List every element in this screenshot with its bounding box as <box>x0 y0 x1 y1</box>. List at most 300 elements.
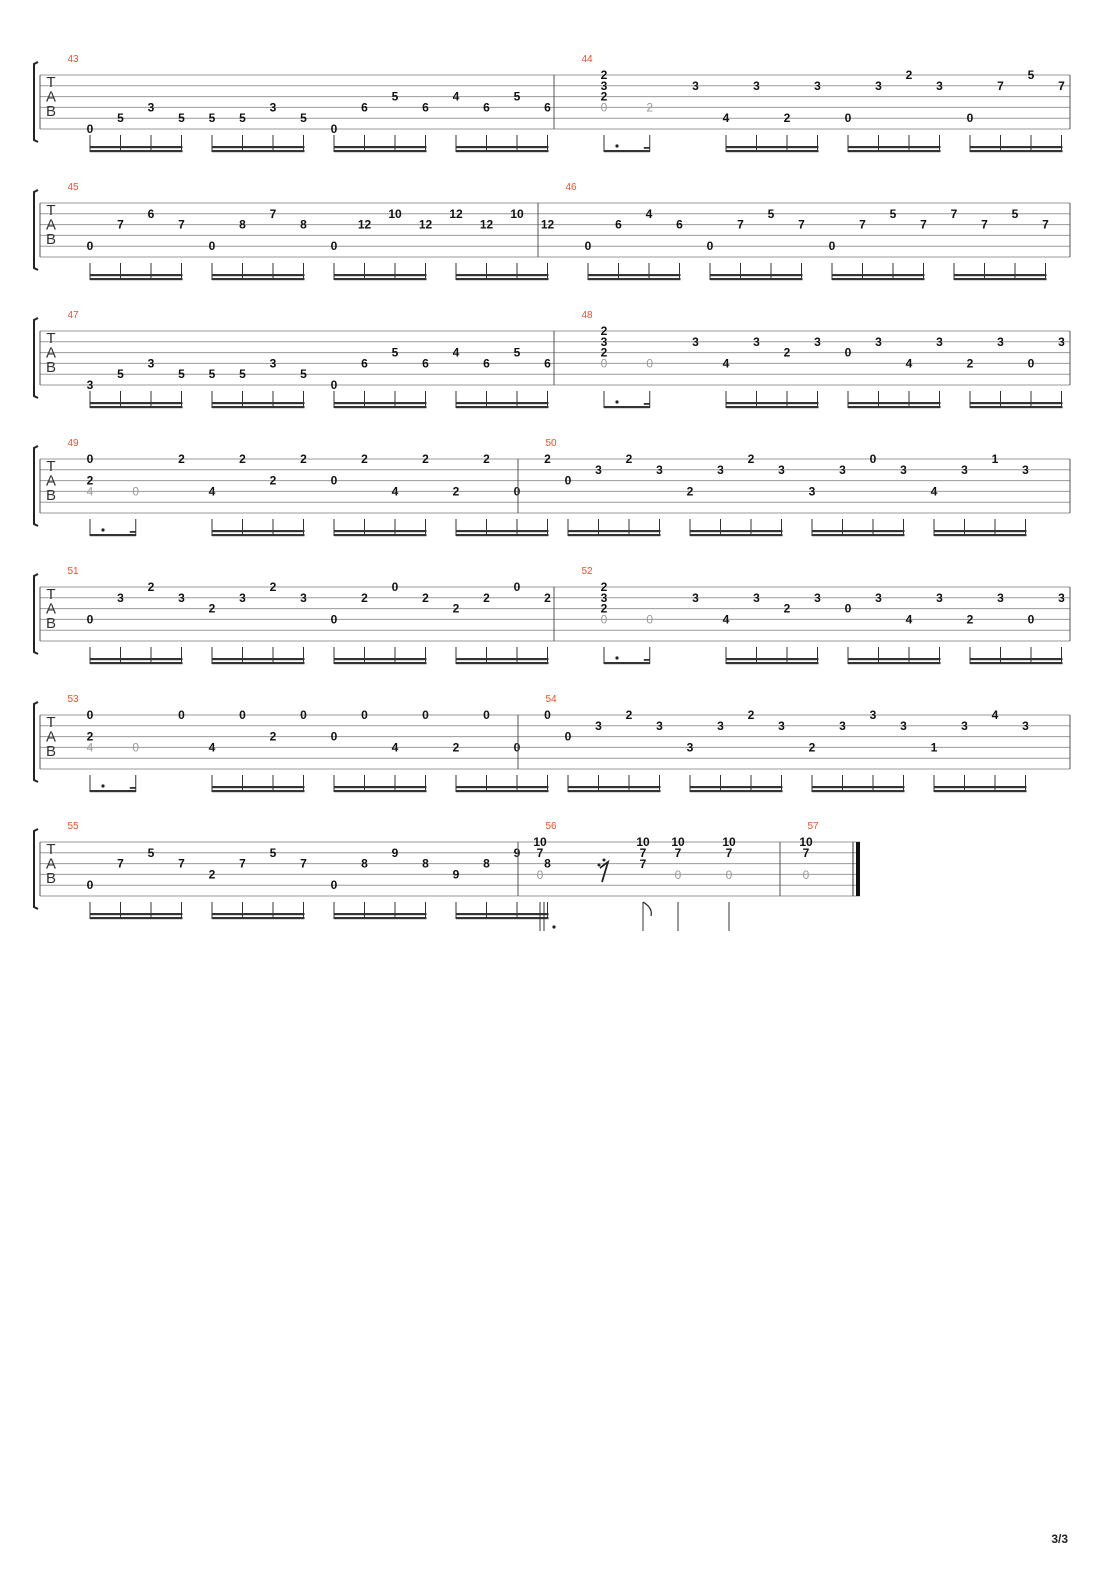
fret-number: 5 <box>117 367 124 382</box>
fret-number: 2 <box>600 89 608 104</box>
fret-number: 0 <box>330 473 338 488</box>
fret-number: 12 <box>357 217 372 232</box>
dot <box>615 144 618 147</box>
beam <box>334 406 427 408</box>
tab-letter-t: T <box>46 458 56 475</box>
beam <box>334 658 427 660</box>
fret-number: 2 <box>808 740 816 755</box>
fret-number: 0 <box>844 345 852 360</box>
fret-number: 3 <box>1058 334 1065 349</box>
beam <box>212 790 305 792</box>
fret-number: 2 <box>625 452 633 466</box>
fret-number: 10 <box>722 835 736 849</box>
fret-number: 6 <box>544 356 551 371</box>
fret-number: 3 <box>717 718 724 733</box>
fret-number: 9 <box>391 845 399 860</box>
fret-number: 3 <box>117 590 124 605</box>
beam <box>90 150 183 152</box>
fret-number: 5 <box>391 89 399 104</box>
fret-number: 7 <box>920 217 927 232</box>
fret-number: 3 <box>753 78 760 93</box>
beam <box>726 658 819 660</box>
fret-number: 3 <box>936 590 943 605</box>
fret-number: 3 <box>997 590 1004 605</box>
dot <box>615 400 618 403</box>
beam <box>456 402 549 404</box>
fret-number: 0 <box>422 708 429 722</box>
tab-letter-b: B <box>45 487 57 504</box>
beam <box>812 534 905 536</box>
beam <box>456 658 549 660</box>
beam <box>812 786 905 788</box>
fret-number: 5 <box>208 111 216 126</box>
system-bracket <box>34 446 38 526</box>
beam <box>334 790 427 792</box>
fret-number: 7 <box>950 206 958 221</box>
fret-number: 3 <box>1022 462 1029 477</box>
tab-letter-b: B <box>45 103 57 120</box>
beam <box>456 406 549 408</box>
fret-number: 3 <box>961 462 968 477</box>
fret-number: 2 <box>783 345 791 360</box>
fret-number: 3 <box>778 462 785 477</box>
fret-number: 3 <box>300 590 307 605</box>
beam <box>588 274 681 276</box>
fret-number-tied: 0 <box>725 868 733 882</box>
measure-number-48: 48 <box>581 310 593 321</box>
beam <box>604 406 650 408</box>
beam <box>812 530 905 532</box>
fret-number: 7 <box>639 857 647 871</box>
fret-number: 8 <box>300 217 307 232</box>
fret-number-tied: 0 <box>600 100 608 115</box>
beam <box>212 406 305 408</box>
fret-number: 0 <box>828 239 836 254</box>
fret-number: 0 <box>706 239 714 254</box>
fret-number: 7 <box>300 856 307 871</box>
beam <box>334 786 427 788</box>
fret-number: 3 <box>86 378 94 392</box>
fret-number: 4 <box>391 740 399 755</box>
page-number: 3/3 <box>1051 1532 1068 1546</box>
fret-number: 3 <box>900 718 907 733</box>
fret-number: 7 <box>859 217 866 232</box>
beam <box>334 530 427 532</box>
fret-number: 0 <box>869 452 877 466</box>
fret-number: 0 <box>330 122 338 136</box>
system-bracket <box>34 702 38 782</box>
beam <box>812 790 905 792</box>
fret-number: 4 <box>452 89 460 104</box>
fret-number: 0 <box>844 601 852 616</box>
beam <box>90 274 183 276</box>
fret-number: 7 <box>981 217 988 232</box>
beam <box>456 662 549 664</box>
beam <box>90 406 183 408</box>
beam-partial <box>644 659 650 661</box>
measure-number-53: 53 <box>67 694 79 705</box>
fret-number: 2 <box>483 590 490 605</box>
beam <box>334 913 427 915</box>
measure-number-51: 51 <box>67 566 79 577</box>
beam <box>334 662 427 664</box>
beam <box>90 917 183 919</box>
beam <box>568 790 661 792</box>
tab-letter-b: B <box>45 870 57 887</box>
fret-number: 3 <box>936 334 943 349</box>
fret-number-tied: 0 <box>132 484 140 499</box>
fret-number: 8 <box>422 856 429 871</box>
measure-number-43: 43 <box>67 54 79 65</box>
fret-number: 0 <box>330 239 338 254</box>
fret-number: 0 <box>544 708 551 722</box>
fret-number: 3 <box>875 78 882 93</box>
fret-number: 0 <box>513 580 521 594</box>
fret-number: 5 <box>300 367 307 382</box>
beam <box>588 278 681 280</box>
measure-number-45: 45 <box>67 182 79 193</box>
fret-number: 3 <box>875 334 882 349</box>
fret-number: 10 <box>388 206 402 221</box>
measure-number-56: 56 <box>545 821 557 832</box>
fret-number: 6 <box>147 206 155 221</box>
measure-number-44: 44 <box>581 54 593 65</box>
tab-letter-t: T <box>46 202 56 219</box>
fret-number: 8 <box>239 217 246 232</box>
fret-number: 2 <box>544 452 551 466</box>
fret-number-tied: 0 <box>646 356 654 371</box>
fret-number-tied: 2 <box>646 100 654 115</box>
beam <box>212 786 305 788</box>
staff-system <box>34 182 1070 280</box>
staff-system <box>34 54 1070 152</box>
fret-number: 7 <box>639 846 647 860</box>
fret-number: 2 <box>600 324 608 338</box>
beam <box>568 534 661 536</box>
fret-number: 5 <box>1027 68 1035 82</box>
beam <box>934 530 1027 532</box>
fret-number: 0 <box>513 484 521 499</box>
fret-number-tied: 0 <box>674 868 682 882</box>
fret-number: 2 <box>361 590 368 605</box>
fret-number: 0 <box>86 708 94 722</box>
fret-number: 3 <box>656 462 663 477</box>
system-bracket <box>34 574 38 654</box>
fret-number: 2 <box>208 867 216 882</box>
tab-letter-a: A <box>45 855 57 873</box>
beam <box>690 534 783 536</box>
beam <box>212 662 305 664</box>
beam <box>970 150 1063 152</box>
beam <box>90 658 183 660</box>
fret-number: 7 <box>269 206 277 221</box>
fret-number: 3 <box>595 462 602 477</box>
beam <box>456 146 549 148</box>
beam <box>456 278 549 280</box>
system-bracket <box>34 62 38 142</box>
beam <box>334 150 427 152</box>
dot <box>552 925 555 928</box>
fret-number: 6 <box>483 100 490 115</box>
fret-number: 2 <box>686 484 694 499</box>
fret-number: 5 <box>1011 206 1019 221</box>
beam <box>848 658 941 660</box>
beam <box>848 662 941 664</box>
beam <box>456 790 549 792</box>
fret-number: 2 <box>747 452 755 466</box>
fret-number: 7 <box>737 217 744 232</box>
beam <box>212 274 305 276</box>
fret-number-tied: 0 <box>132 740 140 755</box>
beam <box>832 274 925 276</box>
note-flag-icon <box>643 902 651 916</box>
beam <box>212 534 305 536</box>
fret-number-tied: 0 <box>646 612 654 627</box>
fret-number: 10 <box>671 835 685 849</box>
fret-number: 3 <box>269 100 277 115</box>
fret-number: 0 <box>391 580 399 594</box>
fret-number: 7 <box>997 78 1004 93</box>
fret-number: 3 <box>753 334 760 349</box>
fret-number: 6 <box>422 100 429 115</box>
dot <box>615 656 618 659</box>
fret-number: 0 <box>86 612 94 627</box>
fret-number: 3 <box>814 334 821 349</box>
beam <box>456 917 549 919</box>
beam <box>334 402 427 404</box>
fret-number: 0 <box>330 729 338 744</box>
fret-number: 2 <box>422 452 429 466</box>
fret-number: 2 <box>966 356 974 371</box>
fret-number: 0 <box>564 729 572 744</box>
fret-number: 3 <box>936 78 943 93</box>
fret-number: 7 <box>798 217 805 232</box>
tab-letter-b: B <box>45 743 57 760</box>
tab-letter-t: T <box>46 74 56 91</box>
tab-letter-t: T <box>46 714 56 731</box>
system-bracket <box>34 318 38 398</box>
fret-number: 3 <box>686 740 694 755</box>
beam <box>848 150 941 152</box>
beam <box>954 274 1047 276</box>
fret-number: 2 <box>600 580 608 594</box>
beam <box>710 278 803 280</box>
fret-number: 2 <box>747 708 755 722</box>
beam <box>970 658 1063 660</box>
fret-number: 4 <box>645 206 653 221</box>
fret-number: 4 <box>208 740 216 755</box>
fret-number-tied: 0 <box>802 868 810 882</box>
fret-number: 6 <box>676 217 683 232</box>
fret-number: 3 <box>692 78 699 93</box>
fret-number: 0 <box>86 452 94 466</box>
fret-number: 12 <box>418 217 433 232</box>
fret-number: 2 <box>600 345 608 360</box>
beam <box>334 274 427 276</box>
beam <box>334 917 427 919</box>
beam <box>334 534 427 536</box>
tab-letter-a: A <box>45 88 57 106</box>
fret-number: 2 <box>600 601 608 616</box>
staff-system <box>34 438 1070 536</box>
fret-number: 8 <box>483 856 490 871</box>
fret-number: 7 <box>117 217 124 232</box>
fret-number: 2 <box>544 590 551 605</box>
final-barline-thick <box>856 842 860 896</box>
fret-number: 3 <box>692 590 699 605</box>
fret-number: 4 <box>905 612 913 627</box>
beam <box>934 790 1027 792</box>
measure-number-49: 49 <box>67 438 79 449</box>
fret-number: 12 <box>540 217 555 232</box>
fret-number: 4 <box>722 612 730 627</box>
fret-number: 3 <box>753 590 760 605</box>
beam <box>212 530 305 532</box>
beam <box>212 146 305 148</box>
fret-number: 5 <box>513 89 521 104</box>
fret-number: 3 <box>595 718 602 733</box>
fret-number: 8 <box>361 856 368 871</box>
fret-number: 0 <box>844 111 852 126</box>
fret-number: 2 <box>600 68 608 82</box>
beam <box>710 274 803 276</box>
beam <box>212 913 305 915</box>
fret-number: 0 <box>178 708 185 722</box>
fret-number: 3 <box>997 334 1004 349</box>
beam <box>970 662 1063 664</box>
fret-number: 6 <box>361 356 368 371</box>
fret-number: 3 <box>717 462 724 477</box>
fret-number-tied: 0 <box>600 356 608 371</box>
fret-number: 7 <box>674 846 682 860</box>
fret-number: 2 <box>783 601 791 616</box>
fret-number: 5 <box>117 111 124 126</box>
fret-number: 8 <box>544 856 551 871</box>
fret-number: 3 <box>1058 590 1065 605</box>
fret-number: 0 <box>966 111 974 126</box>
fret-number: 7 <box>178 856 185 871</box>
fret-number-tied: 0 <box>536 868 544 882</box>
measure-number-54: 54 <box>545 694 557 705</box>
fret-number: 2 <box>452 740 460 755</box>
fret-number: 0 <box>483 708 490 722</box>
beam <box>212 150 305 152</box>
fret-number: 9 <box>452 867 460 882</box>
beam <box>954 278 1047 280</box>
fret-number: 5 <box>269 845 277 860</box>
beam <box>90 913 183 915</box>
fret-number: 0 <box>1027 356 1035 371</box>
fret-number: 7 <box>117 856 124 871</box>
fret-number: 2 <box>269 473 277 488</box>
measure-number-57: 57 <box>807 821 819 832</box>
beam <box>456 274 549 276</box>
tab-letter-a: A <box>45 344 57 362</box>
fret-number: 5 <box>889 206 897 221</box>
beam <box>456 534 549 536</box>
fret-number: 4 <box>391 484 399 499</box>
tab-letter-a: A <box>45 728 57 746</box>
fret-number: 5 <box>147 845 155 860</box>
fret-number: 5 <box>300 111 307 126</box>
fret-number: 5 <box>767 206 775 221</box>
beam <box>212 658 305 660</box>
fret-number: 3 <box>147 100 155 115</box>
fret-number: 2 <box>483 452 490 466</box>
beam <box>90 146 183 148</box>
system-bracket <box>34 190 38 270</box>
dot <box>101 784 104 787</box>
fret-number: 6 <box>361 100 368 115</box>
beam <box>690 786 783 788</box>
fret-number: 3 <box>900 462 907 477</box>
measure-number-47: 47 <box>67 310 79 321</box>
fret-number: 5 <box>513 345 521 360</box>
tab-letter-a: A <box>45 472 57 490</box>
tab-letter-t: T <box>46 841 56 858</box>
fret-number: 3 <box>239 590 246 605</box>
tab-letter-t: T <box>46 330 56 347</box>
fret-number: 0 <box>330 878 338 893</box>
fret-number: 4 <box>905 356 913 371</box>
fret-number: 7 <box>178 217 185 232</box>
fret-number: 0 <box>1027 612 1035 627</box>
fret-number: 0 <box>564 473 572 488</box>
fret-number: 3 <box>656 718 663 733</box>
beam <box>568 786 661 788</box>
beam <box>690 790 783 792</box>
beam <box>90 662 183 664</box>
fret-number: 2 <box>422 590 429 605</box>
beam <box>456 530 549 532</box>
rest-dot <box>598 864 601 867</box>
measure-number-46: 46 <box>565 182 577 193</box>
fret-number: 2 <box>300 452 307 466</box>
fret-number: 2 <box>178 452 185 466</box>
fret-number: 2 <box>452 601 460 616</box>
measure-number-55: 55 <box>67 821 79 832</box>
beam <box>848 146 941 148</box>
beam <box>934 786 1027 788</box>
fret-number: 3 <box>600 590 608 605</box>
staff-system <box>34 310 1070 408</box>
fret-number: 3 <box>1022 718 1029 733</box>
beam <box>726 662 819 664</box>
measure-number-52: 52 <box>581 566 593 577</box>
beam <box>212 402 305 404</box>
fret-number: 4 <box>722 111 730 126</box>
fret-number: 7 <box>725 846 733 860</box>
fret-number: 2 <box>239 452 246 466</box>
beam <box>90 402 183 404</box>
beam <box>334 146 427 148</box>
beam <box>456 150 549 152</box>
fret-number: 0 <box>300 708 307 722</box>
fret-number: 5 <box>239 367 246 382</box>
beam <box>604 662 650 664</box>
beam-partial <box>644 403 650 405</box>
fret-number: 3 <box>875 590 882 605</box>
beam <box>726 146 819 148</box>
fret-number: 7 <box>1042 217 1049 232</box>
fret-number: 3 <box>808 484 816 499</box>
fret-number: 4 <box>930 484 938 499</box>
fret-number: 7 <box>1058 78 1065 93</box>
fret-number: 3 <box>600 334 608 349</box>
beam <box>456 913 549 915</box>
beam <box>848 406 941 408</box>
fret-number: 10 <box>636 835 650 849</box>
